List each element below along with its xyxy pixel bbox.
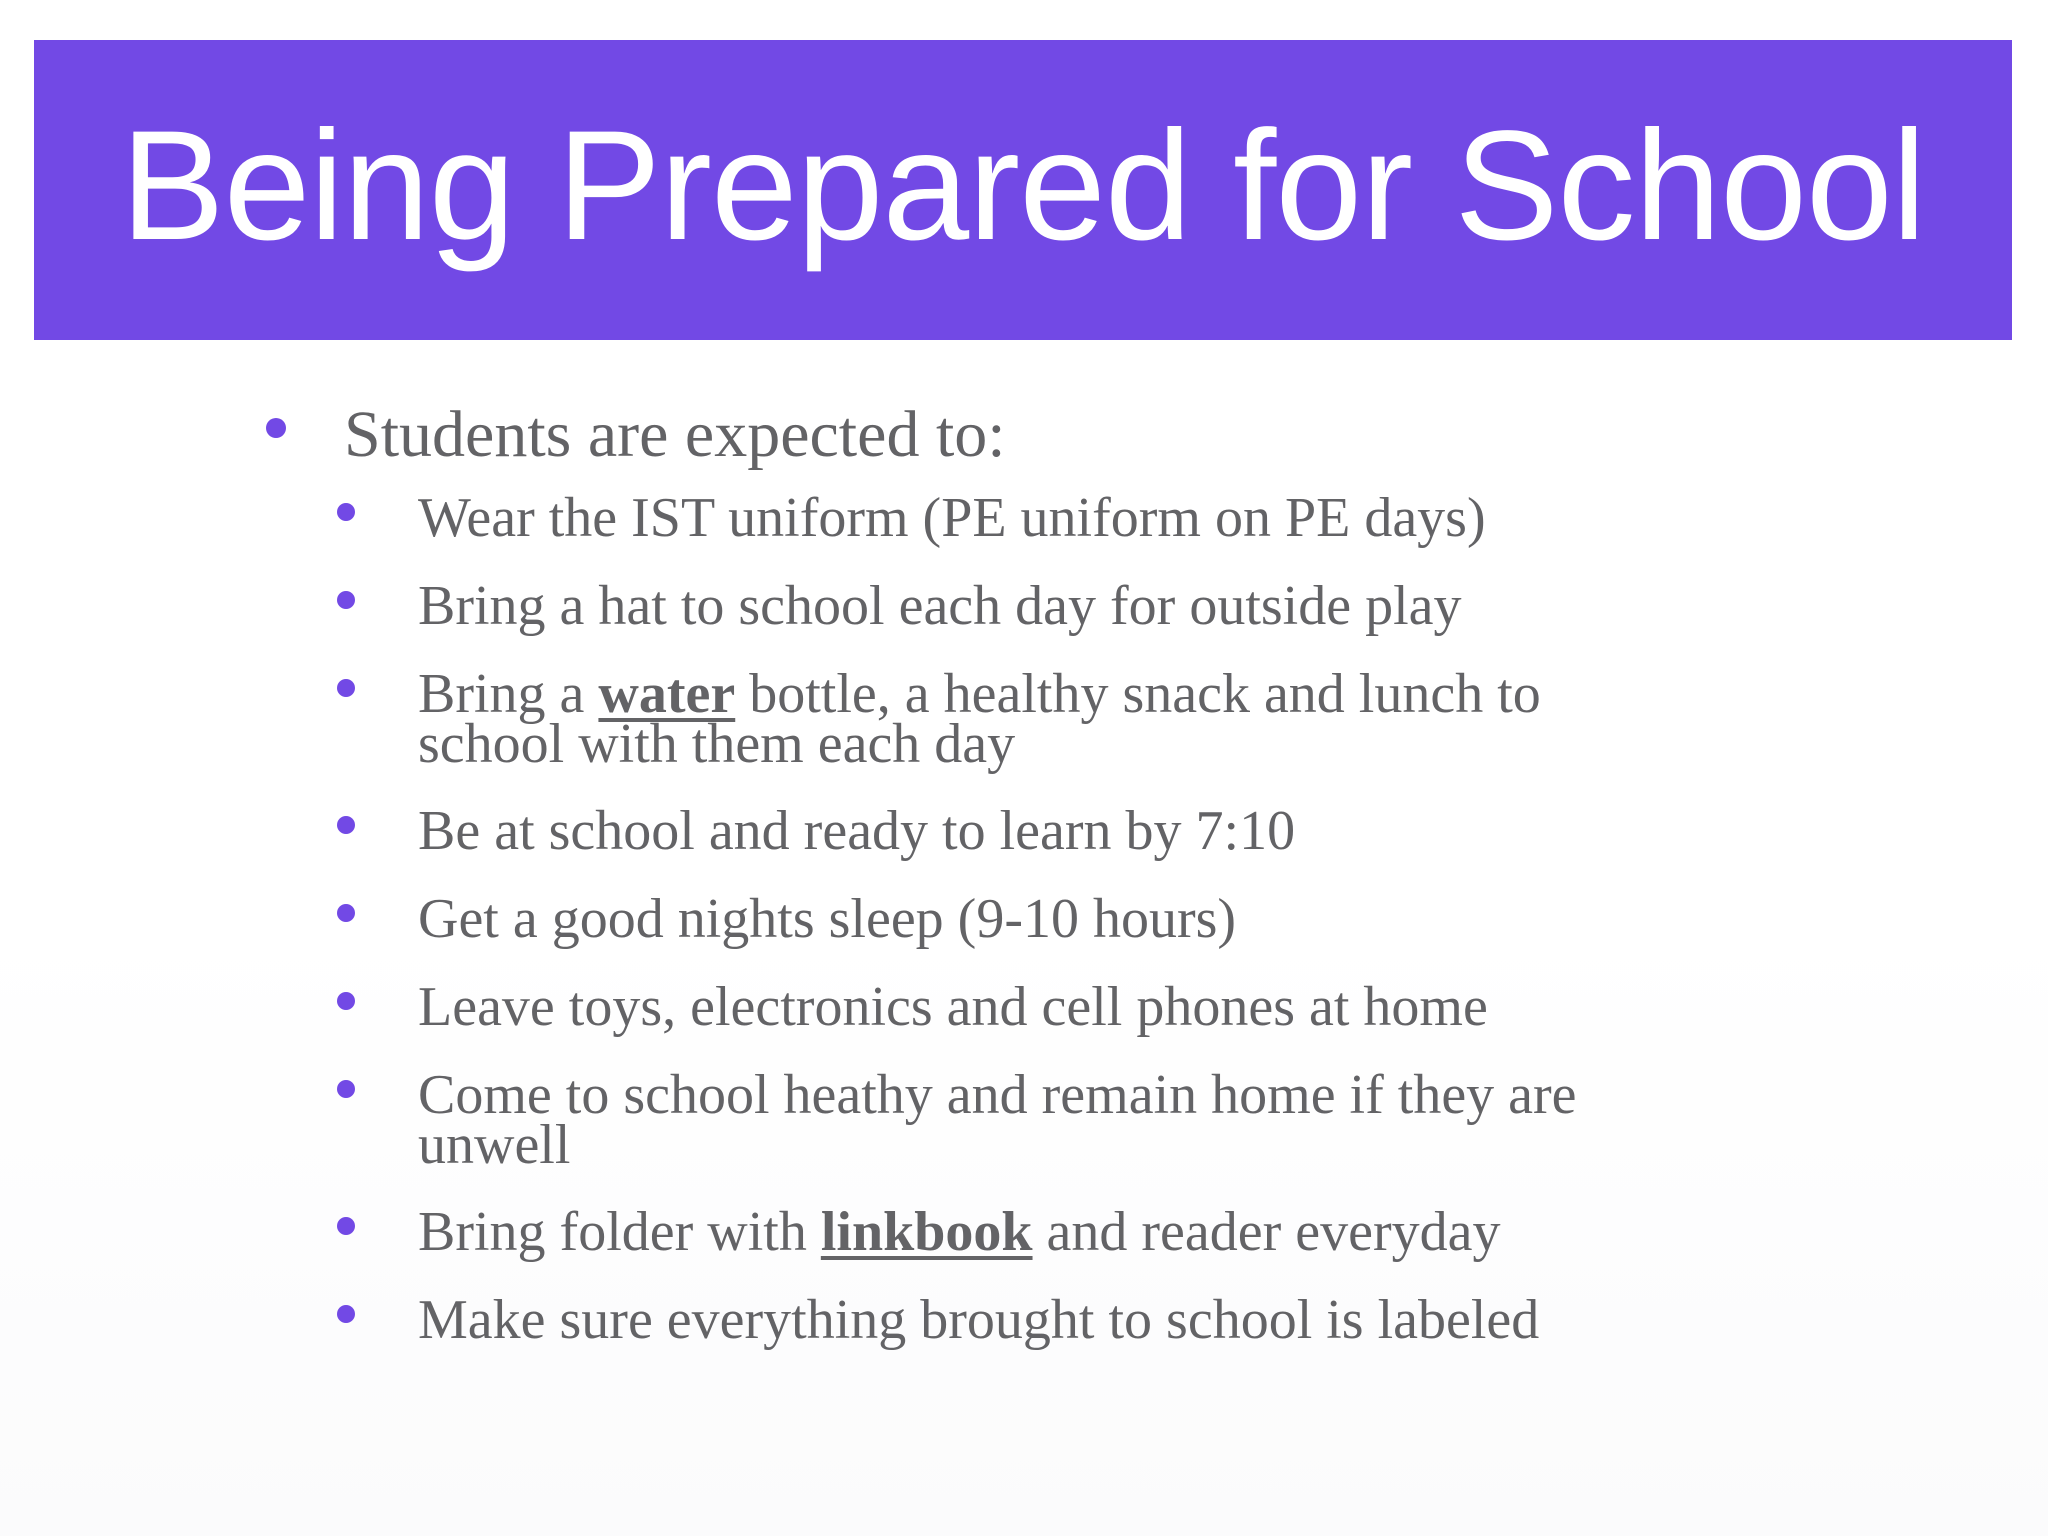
list-item	[418, 1201, 1501, 1263]
emphasis-water: water	[598, 663, 736, 725]
list-item-text: Bring a	[418, 663, 599, 725]
slide-title: Being Prepared for School	[120, 99, 1926, 273]
bullet-icon	[337, 904, 355, 922]
bullet-icon	[337, 1305, 355, 1323]
list-item: Wear the IST uniform (PE uniform on PE days)	[418, 487, 1486, 549]
list-item-continuation: unwell	[418, 1114, 571, 1176]
list-item-text: Bring folder with	[418, 1201, 821, 1263]
bullet-icon	[266, 418, 286, 438]
list-item-continuation: school with them each day	[418, 713, 1016, 775]
list-item: Bring a hat to school each day for outside play	[418, 575, 1462, 637]
list-item-text: bottle, a healthy snack and lunch to	[735, 663, 1541, 725]
emphasis-linkbook: linkbook	[820, 1201, 1033, 1263]
list-item: Make sure everything brought to school is labeled	[418, 1289, 1540, 1351]
intro-text: Students are expected to:	[344, 398, 1006, 471]
bullet-icon	[337, 503, 355, 521]
list-item: Leave toys, electronics and cell phones at home	[418, 976, 1488, 1038]
bullet-icon	[337, 591, 355, 609]
list-item: Come to school heathy and remain home if they are	[418, 1064, 1577, 1126]
list-item-text: and reader everyday	[1032, 1201, 1501, 1263]
bullet-icon	[337, 992, 355, 1010]
bullet-icon	[337, 816, 355, 834]
bullet-icon	[337, 1217, 355, 1235]
bullet-icon	[337, 1080, 355, 1098]
list-item: Be at school and ready to learn by 7:10	[418, 800, 1296, 862]
list-item: Get a good nights sleep (9-10 hours)	[418, 888, 1237, 950]
bullet-icon	[337, 679, 355, 697]
